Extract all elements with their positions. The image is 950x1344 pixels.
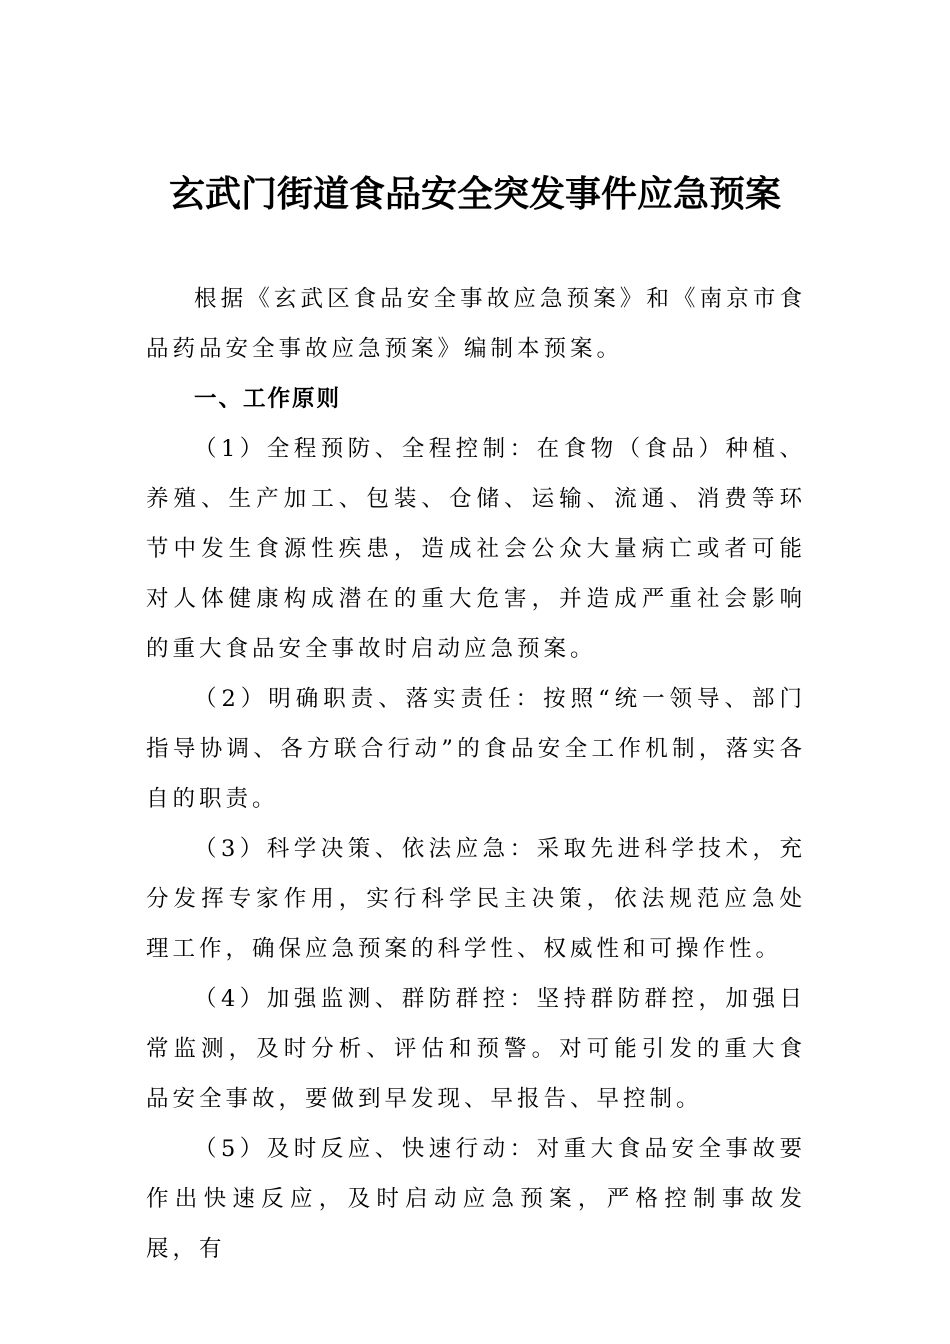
principle-paragraph-4: （4）加强监测、群防群控：坚持群防群控，加强日常监测，及时分析、评估和预警。对可能引发的重大食品安全事故，要做到早发现、早报告、早控制。: [146, 986, 806, 1112]
section-heading-work-principles: 一、工作原则: [194, 386, 342, 412]
principle-paragraph-3: （3）科学决策、依法应急：采取先进科学技术，充分发挥专家作用，实行科学民主决策，依法规范应急处理工作，确保应急预案的科学性、权威性和可操作性。: [146, 836, 806, 962]
principle-paragraph-1: （1）全程预防、全程控制：在食物（食品）种植、养殖、生产加工、包装、仓储、运输、流通、消费等环节中发生食源性疾患，造成社会公众大量病亡或者可能对人体健康构成潜在的重大危害，并造成严重社会影响的重大食品安全事故时启动应急预案。: [146, 436, 806, 662]
principle-paragraph-2: （2）明确职责、落实责任：按照“统一领导、部门指导协调、各方联合行动”的食品安全工作机制，落实各自的职责。: [146, 686, 806, 812]
principle-paragraph-5: （5）及时反应、快速行动：对重大食品安全事故要作出快速反应，及时启动应急预案，严格控制事故发展，有: [146, 1136, 806, 1262]
document-body: [146, 274, 806, 1274]
intro-paragraph: 根据《玄武区食品安全事故应急预案》和《南京市食品药品安全事故应急预案》编制本预案。: [146, 286, 806, 362]
document-title: 玄武门街道食品安全突发事件应急预案: [168, 173, 781, 215]
